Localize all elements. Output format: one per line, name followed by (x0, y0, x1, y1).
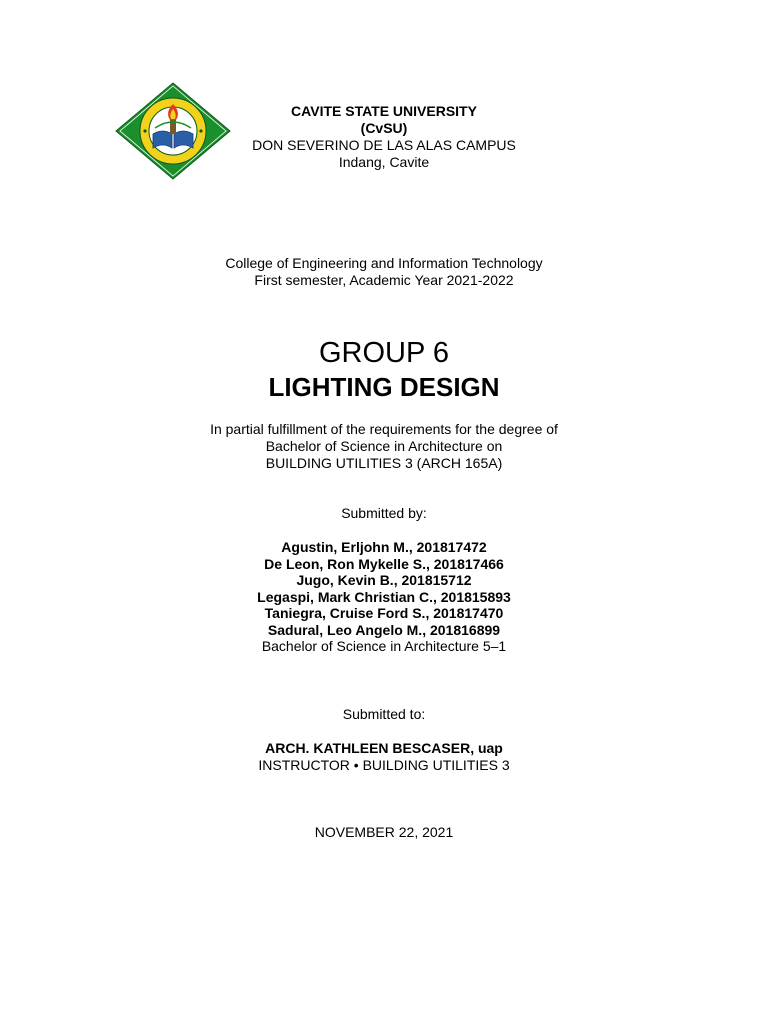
university-header (225, 103, 543, 171)
instructor-role: INSTRUCTOR • BUILDING UTILITIES 3 (258, 757, 510, 773)
fulfillment-line: Bachelor of Science in Architecture on (265, 438, 503, 454)
instructor-name: ARCH. KATHLEEN BESCASER, uap (265, 740, 503, 756)
fulfillment-statement (0, 421, 768, 472)
instructor-block (0, 740, 768, 774)
section-label: Bachelor of Science in Architecture 5–1 (261, 638, 507, 654)
member-item: Jugo, Kevin B., 201815712 (296, 572, 472, 588)
document-title: LIGHTING DESIGN (268, 372, 500, 402)
university-seal-logo (115, 82, 231, 180)
university-abbreviation: (CvSU) (360, 120, 408, 136)
fulfillment-line: BUILDING UTILITIES 3 (ARCH 165A) (265, 455, 503, 471)
academic-term: First semester, Academic Year 2021-2022 (254, 272, 514, 288)
campus-name: DON SEVERINO DE LAS ALAS CAMPUS (252, 137, 516, 153)
university-name: CAVITE STATE UNIVERSITY (291, 103, 477, 119)
submitted-by-label: Submitted by: (341, 505, 427, 521)
college-name: College of Engineering and Information Technology (225, 255, 543, 271)
college-block (0, 255, 768, 289)
member-item: Taniegra, Cruise Ford S., 201817470 (264, 605, 504, 621)
group-title: GROUP 6 (318, 337, 449, 369)
member-item: Sadural, Leo Angelo M., 201816899 (267, 621, 501, 638)
submitted-to-label: Submitted to: (342, 706, 426, 722)
member-item: De Leon, Ron Mykelle S., 201817466 (264, 555, 504, 572)
member-item: Legaspi, Mark Christian C., 201815893 (257, 588, 511, 605)
submission-date: NOVEMBER 22, 2021 (314, 824, 454, 840)
members-list (0, 539, 768, 655)
campus-location: Indang, Cavite (338, 154, 430, 170)
fulfillment-line: In partial fulfillment of the requirements for the degree of (210, 421, 558, 437)
member-item: Agustin, Erljohn M., 201817472 (281, 539, 487, 555)
